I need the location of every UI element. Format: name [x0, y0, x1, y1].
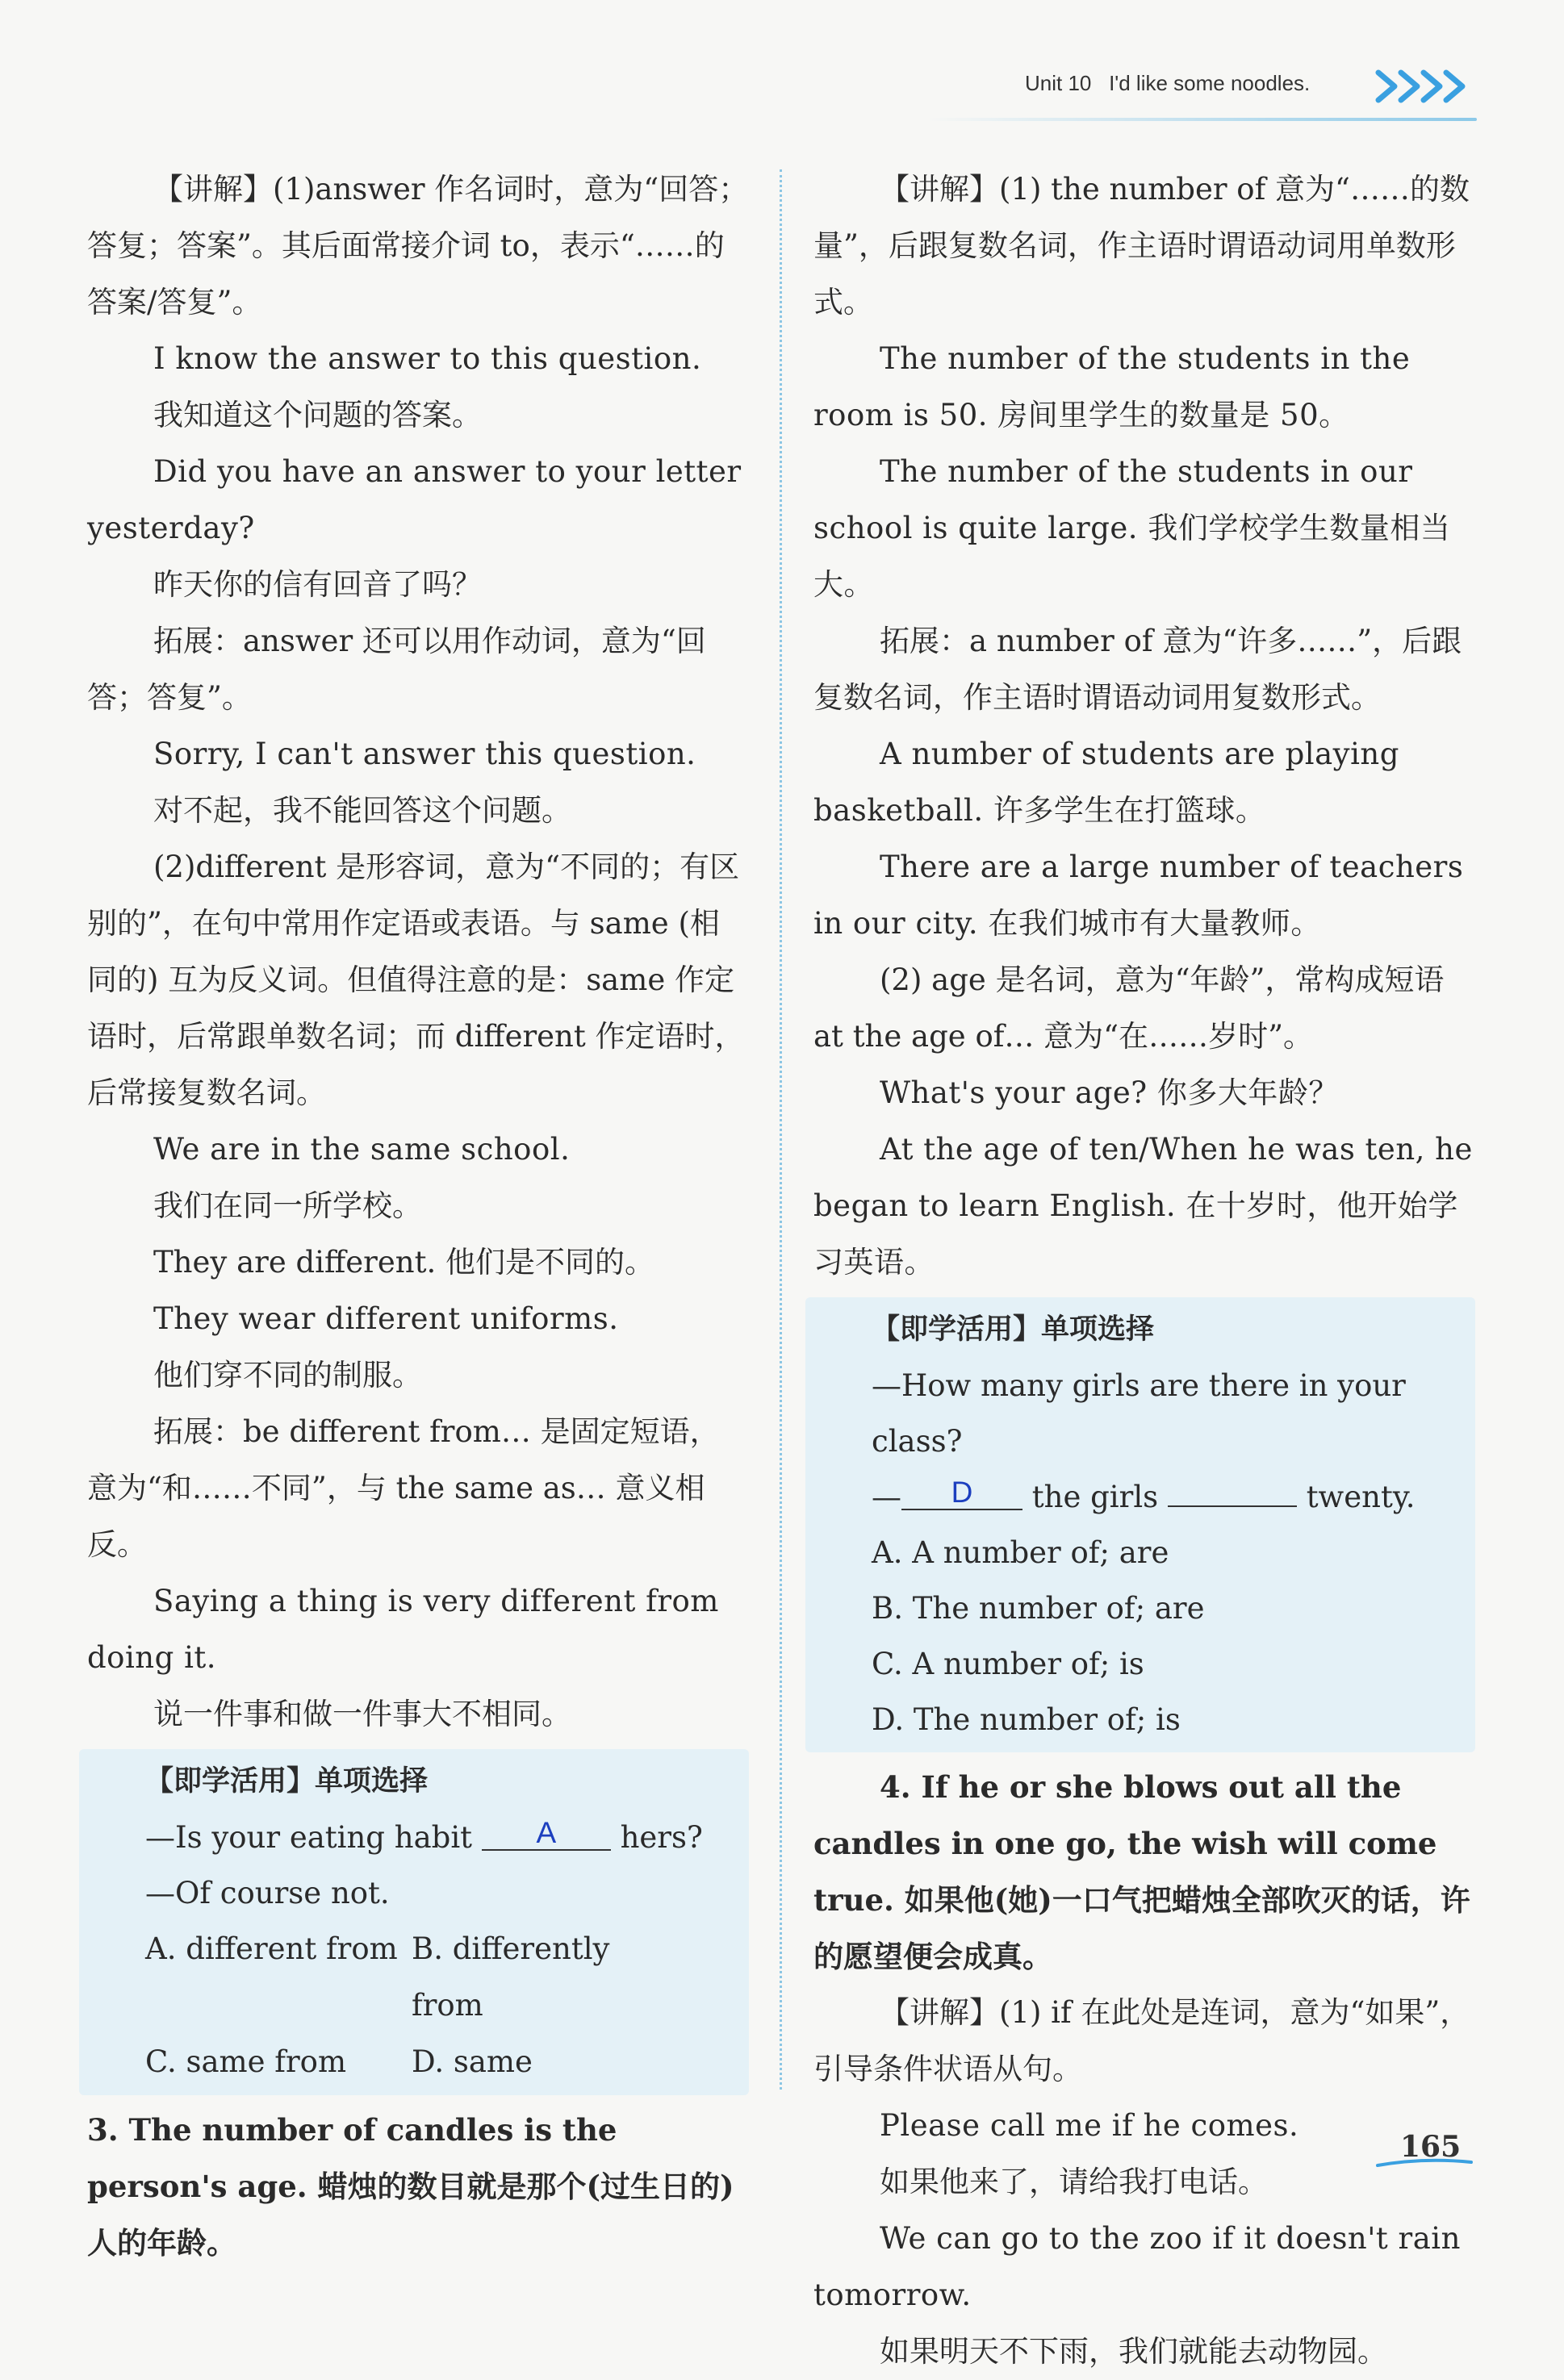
question-text: hers?	[620, 1820, 703, 1855]
example-bilingual: At the age of ten/When he was ten, he began to learn English. 在十岁时，他开始学习英语。	[813, 1132, 1473, 1280]
question-text: the girls	[1031, 1480, 1159, 1514]
question-text: —Is your eating habit	[145, 1820, 473, 1855]
example-bilingual: What's your age? 你多大年龄？	[880, 1075, 1339, 1110]
example-cn: 我知道这个问题的答案。	[153, 398, 482, 432]
running-header	[1025, 71, 1310, 96]
item-3-heading: 3. The number of candles is the person's age. 蜡烛的数目就是那个(过生日的)人的年龄。	[87, 2112, 734, 2261]
example-en: We are in the same school.	[153, 1132, 571, 1167]
chevron-arrows-icon	[1372, 65, 1477, 109]
example-bilingual: There are a large number of teachers in our city. 在我们城市有大量教师。	[813, 850, 1464, 941]
example-cn: 他们穿不同的制服。	[153, 1358, 422, 1393]
explanation-answer: 【讲解】(1)answer 作名词时，意为“回答；答复；答案”。其后面常接介词 to，表示“……的答案/答复”。	[87, 172, 749, 319]
quiz-box	[79, 1749, 749, 2095]
explanation-if: 【讲解】(1) if 在此处是连词，意为“如果”，引导条件状语从句。	[813, 1995, 1470, 2086]
answer-blank[interactable]: D	[901, 1476, 1022, 1510]
answer-blank[interactable]: A	[482, 1817, 611, 1851]
example-en: I know the answer to this question.	[153, 341, 702, 376]
options-row	[145, 1921, 749, 2034]
item-4-heading: 4. If he or she blows out all the candles in one go, the wish will come true. 如果他(她)一口气把蜡烛全部吹灭的话，许的愿望便会成真。	[813, 1769, 1470, 1974]
column-divider	[780, 169, 782, 2090]
example-bilingual: The number of the students in the room is 50. 房间里学生的数量是 50。	[813, 341, 1411, 432]
option-c[interactable]: C. same from	[145, 2044, 347, 2079]
example-cn: 昨天你的信有回音了吗？	[153, 567, 482, 602]
example-en: Did you have an answer to your letter yesterday?	[87, 454, 742, 545]
left-column	[87, 161, 749, 2271]
example-bilingual: The number of the students in our school is quite large. 我们学校学生数量相当大。	[813, 454, 1451, 602]
option-d[interactable]: D. The number of; is	[872, 1702, 1181, 1737]
option-c[interactable]: C. A number of; is	[872, 1647, 1144, 1681]
quiz-reply: —Of course not.	[145, 1876, 390, 1910]
unit-label: Unit 10	[1025, 71, 1092, 95]
example-en: Saying a thing is very different from doing it.	[87, 1584, 719, 1675]
extension-a-number-of: 拓展：a number of 意为“许多……”，后跟复数名词，作主语时谓语动词用复数形式。	[813, 624, 1462, 715]
example-en: We can go to the zoo if it doesn't rain tomorrow.	[813, 2221, 1461, 2312]
question-text: —	[872, 1480, 901, 1514]
example-en: Please call me if he comes.	[880, 2108, 1299, 2143]
extension-answer-verb: 拓展：answer 还可以用作动词，意为“回答；答复”。	[87, 624, 706, 715]
quiz-question	[145, 1810, 749, 1865]
explanation-different: (2)different 是形容词，意为“不同的；有区别的”，在句中常用作定语或表语。与 same (相同的) 互为反义词。但值得注意的是：same 作定语时，后常跟单数名词；而 different 作定语时，后常接复数名词。	[87, 850, 745, 1110]
page-number: 165	[1400, 2130, 1462, 2164]
example-bilingual: A number of students are playing basketball. 许多学生在打篮球。	[813, 737, 1399, 828]
example-cn: 对不起，我不能回答这个问题。	[153, 793, 571, 828]
option-a[interactable]: A. different from	[145, 1931, 398, 1966]
quiz-question: —How many girls are there in your class?	[872, 1368, 1406, 1459]
explanation-age: (2) age 是名词，意为“年龄”，常构成短语 at the age of… 意为“在……岁时”。	[813, 962, 1445, 1054]
quiz-box	[805, 1297, 1475, 1752]
explanation-the-number-of: 【讲解】(1) the number of 意为“……的数量”，后跟复数名词，作主语时谓语动词用单数形式。	[813, 172, 1470, 319]
option-d[interactable]: D. same	[412, 2044, 533, 2079]
option-a[interactable]: A. A number of; are	[872, 1535, 1169, 1570]
example-en: Sorry, I can't answer this question.	[153, 737, 696, 771]
example-bilingual: They are different. 他们是不同的。	[153, 1245, 654, 1280]
example-en: They wear different uniforms.	[153, 1301, 619, 1336]
example-cn: 如果他来了，请给我打电话。	[880, 2165, 1268, 2199]
quiz-title: 【即学活用】单项选择	[145, 1765, 429, 1798]
options-row	[145, 2034, 749, 2090]
empty-blank[interactable]	[1168, 1481, 1297, 1507]
header-rule	[928, 118, 1477, 121]
example-cn: 说一件事和做一件事大不相同。	[153, 1697, 571, 1731]
quiz-question	[872, 1469, 1475, 1525]
quiz-title: 【即学活用】单项选择	[872, 1313, 1155, 1346]
option-b[interactable]: B. The number of; are	[872, 1591, 1205, 1626]
extension-different-from: 拓展：be different from… 是固定短语，意为“和……不同”，与 the same as… 意义相反。	[87, 1414, 720, 1562]
unit-title: I'd like some noodles.	[1109, 71, 1311, 95]
example-cn: 如果明天不下雨，我们就能去动物园。	[880, 2334, 1387, 2369]
option-b[interactable]: B. differently from	[412, 1931, 610, 2023]
right-column	[813, 161, 1475, 2380]
question-text: twenty.	[1306, 1480, 1416, 1514]
page-number-swoosh-icon	[1376, 2156, 1473, 2170]
example-cn: 我们在同一所学校。	[153, 1188, 422, 1223]
